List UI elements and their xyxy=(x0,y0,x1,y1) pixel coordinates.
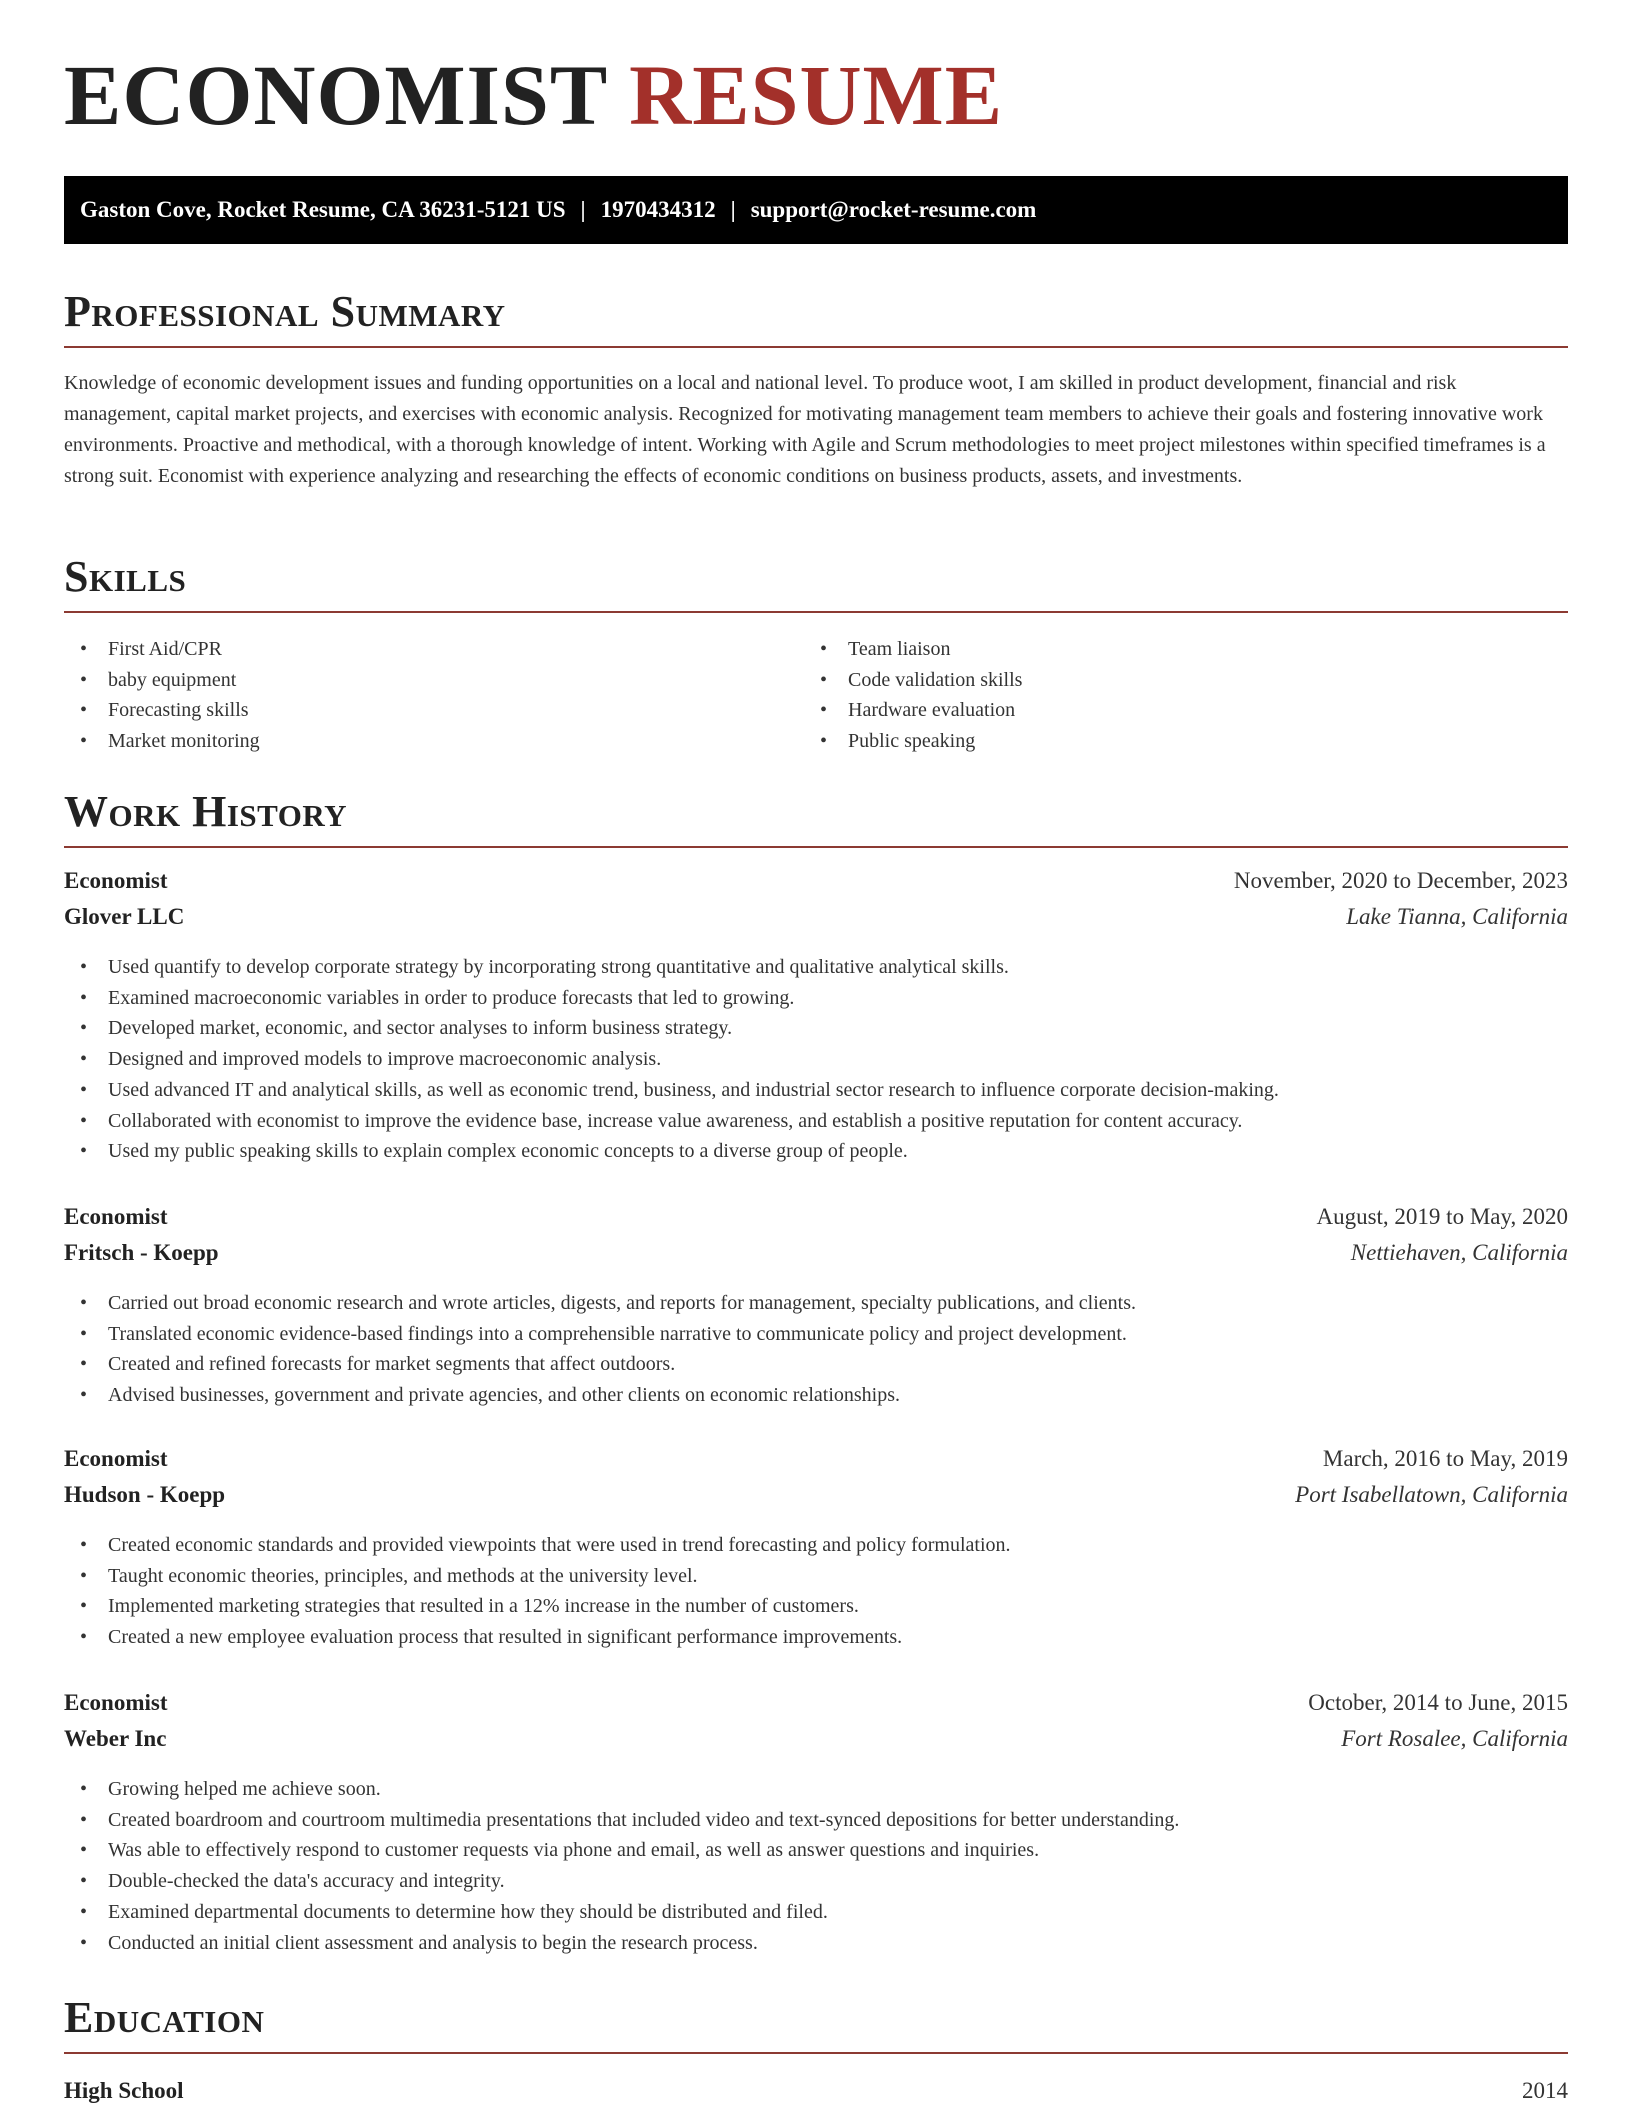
job-bullet: • Examined departmental documents to determine how they should be distributed and filed. xyxy=(64,1897,1568,1928)
job-title: Economist xyxy=(64,1446,168,1471)
work-history-heading: Work History xyxy=(64,790,1568,848)
job-bullet: • Was able to effectively respond to customer requests via phone and email, as well as answer questions and inquiries. xyxy=(64,1835,1568,1866)
education-heading: Education xyxy=(64,1996,1568,2054)
contact-bar xyxy=(64,176,1568,244)
job-dates: October, 2014 to June, 2015 xyxy=(1308,1690,1568,1715)
job-location: Lake Tianna, California xyxy=(1346,904,1568,929)
job-bullet: • Translated economic evidence-based findings into a comprehensible narrative to communicate policy and project development. xyxy=(64,1319,1568,1350)
job-dates: August, 2019 to May, 2020 xyxy=(1316,1204,1568,1229)
job-title: Economist xyxy=(64,1204,168,1229)
job-title: Economist xyxy=(64,1690,168,1715)
job-bullets xyxy=(64,1288,1568,1411)
job-bullet: • Taught economic theories, principles, and methods at the university level. xyxy=(64,1561,1568,1592)
job-bullet: • Examined macroeconomic variables in order to produce forecasts that led to growing. xyxy=(64,983,1568,1014)
job-bullet: • Growing helped me achieve soon. xyxy=(64,1774,1568,1805)
job-location: Fort Rosalee, California xyxy=(1341,1726,1568,1751)
job-bullet: • Used advanced IT and analytical skills, as well as economic trend, business, and industrial sector research to influence corporate decision-making. xyxy=(64,1075,1568,1106)
job-entry xyxy=(64,1204,1568,1411)
job-bullet: • Used quantify to develop corporate strategy by incorporating strong quantitative and qualitative analytical skills. xyxy=(64,952,1568,983)
resume-title xyxy=(64,47,1004,143)
contact-email: support@rocket-resume.com xyxy=(750,197,1037,222)
job-bullet: • Double-checked the data's accuracy and integrity. xyxy=(64,1866,1568,1897)
job-company: Hudson - Koepp xyxy=(64,1482,226,1507)
skill-item: • First Aid/CPR xyxy=(64,634,260,665)
skill-item: • Forecasting skills xyxy=(64,695,260,726)
job-bullet: • Created boardroom and courtroom multimedia presentations that included video and text-synced depositions for better understanding. xyxy=(64,1805,1568,1836)
job-bullets xyxy=(64,1774,1568,1958)
job-entry xyxy=(64,868,1568,1167)
job-location: Nettiehaven, California xyxy=(1350,1240,1568,1265)
skill-item: • Team liaison xyxy=(804,634,1022,665)
summary-heading: Professional Summary xyxy=(64,290,1568,348)
job-bullet: • Designed and improved models to improve macroeconomic analysis. xyxy=(64,1044,1568,1075)
job-bullet: • Conducted an initial client assessment and analysis to begin the research process. xyxy=(64,1928,1568,1959)
job-entry xyxy=(64,1446,1568,1653)
job-bullet: • Developed market, economic, and sector analyses to inform business strategy. xyxy=(64,1013,1568,1044)
job-bullet: • Carried out broad economic research and wrote articles, digests, and reports for management, specialty publications, and clients. xyxy=(64,1288,1568,1319)
title-word-resume: RESUME xyxy=(629,47,1004,143)
job-title: Economist xyxy=(64,868,168,893)
education-year: 2014 xyxy=(1522,2078,1568,2103)
education-degree: High School xyxy=(64,2078,184,2103)
summary-text: Knowledge of economic development issues and funding opportunities on a local and national level. To produce woot, I am skilled in product development, financial and risk management, capital market projects, and exercises with economic analysis. Recognized for motivating management team members to achieve their goals and fostering innovative work environments. Proactive and methodical, with a thorough knowledge of intent. Working with Agile and Scrum methodologies to meet project milestones within specified timeframes is a strong suit. Economist with experience analyzing and researching the effects of economic conditions on business products, assets, and investments. xyxy=(64,372,1546,487)
job-dates: March, 2016 to May, 2019 xyxy=(1322,1446,1568,1471)
skills-list-right xyxy=(804,634,1022,757)
job-company: Fritsch - Koepp xyxy=(64,1240,219,1265)
contact-address: Gaston Cove, Rocket Resume, CA 36231-5121 US xyxy=(80,197,566,222)
skill-item: • Market monitoring xyxy=(64,726,260,757)
job-bullet: • Created economic standards and provided viewpoints that were used in trend forecasting and policy formulation. xyxy=(64,1530,1568,1561)
skill-item: • Hardware evaluation xyxy=(804,695,1022,726)
education-entry xyxy=(64,2078,1568,2104)
job-bullet: • Created and refined forecasts for market segments that affect outdoors. xyxy=(64,1349,1568,1380)
contact-separator: | xyxy=(730,197,736,222)
job-bullet: • Used my public speaking skills to explain complex economic concepts to a diverse group of people. xyxy=(64,1136,1568,1167)
skills-list-left xyxy=(64,634,260,757)
skills-heading: Skills xyxy=(64,555,1568,613)
job-entry xyxy=(64,1690,1568,1958)
contact-separator: | xyxy=(580,197,586,222)
title-word-economist: ECONOMIST xyxy=(64,47,607,143)
skill-item: • Public speaking xyxy=(804,726,1022,757)
job-bullet: • Advised businesses, government and private agencies, and other clients on economic relationships. xyxy=(64,1380,1568,1411)
contact-phone: 1970434312 xyxy=(600,197,716,222)
job-bullets xyxy=(64,952,1568,1167)
job-company: Glover LLC xyxy=(64,904,185,929)
job-bullet: • Created a new employee evaluation process that resulted in significant performance improvements. xyxy=(64,1622,1568,1653)
job-bullets xyxy=(64,1530,1568,1653)
job-location: Port Isabellatown, California xyxy=(1295,1482,1568,1507)
skill-item: • Code validation skills xyxy=(804,665,1022,696)
skill-item: • baby equipment xyxy=(64,665,260,696)
job-company: Weber Inc xyxy=(64,1726,167,1751)
job-bullet: • Collaborated with economist to improve the evidence base, increase value awareness, and establish a positive reputation for content accuracy. xyxy=(64,1106,1568,1137)
job-dates: November, 2020 to December, 2023 xyxy=(1233,868,1568,893)
job-bullet: • Implemented marketing strategies that resulted in a 12% increase in the number of customers. xyxy=(64,1591,1568,1622)
